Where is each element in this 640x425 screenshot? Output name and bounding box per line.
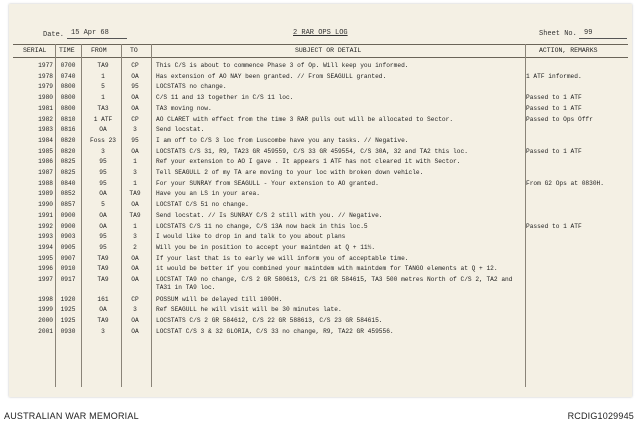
cell-subject: C/S 11 and 13 together in C/S 11 loc.: [156, 94, 294, 102]
cell-from: 1 ATF: [93, 115, 113, 123]
cell-from: TA9: [97, 62, 109, 69]
cell-to: CP: [131, 115, 139, 123]
col-header-subject: SUBJECT OR DETAIL: [295, 47, 362, 54]
cell-time: 0857: [60, 201, 76, 209]
cell-serial: 1982: [38, 115, 53, 123]
page-title: 2 RAR OPS LOG: [293, 29, 348, 37]
cell-to: OA: [131, 94, 139, 102]
cell-to: OA: [131, 327, 139, 335]
cell-serial: 1992: [38, 222, 53, 230]
cell-subject: I would like to drop in and talk to you about plans: [156, 233, 346, 241]
cell-time: 1920: [60, 295, 76, 303]
cell-subject: For your SUNRAY from SEAGULL - Your extension to AO granted.: [156, 179, 379, 187]
cell-from: 95: [99, 169, 107, 176]
cell-from: OA: [99, 190, 107, 198]
cell-from: TA9: [97, 316, 109, 324]
cell-subject: Have you an LS in your area.: [156, 190, 260, 198]
cell-from: TA9: [97, 276, 109, 283]
col-header-time: TIME: [59, 47, 75, 54]
cell-action: From G2 Ops at 0830H.: [526, 179, 604, 187]
cell-time: 0700: [60, 62, 76, 69]
col-header-to: TO: [130, 47, 138, 54]
cell-from: OA: [99, 222, 107, 230]
cell-action: 1 ATF informed.: [526, 72, 582, 80]
cell-from: OA: [99, 211, 107, 219]
cell-to: OA: [131, 104, 139, 112]
cell-to: OA: [131, 72, 139, 80]
cell-from: 95: [99, 179, 107, 187]
cell-subject: LOCSTATS C/S 2 GR 584612, C/S 22 GR 588613, C/S 23 GR 584615.: [156, 316, 383, 324]
cell-time: 0852: [60, 190, 76, 198]
cell-to: CP: [131, 62, 139, 69]
ops-log-sheet: [9, 4, 632, 397]
cell-subject: LOCSTAT C/S 51 no change.: [156, 201, 249, 209]
col-header-from: FROM: [91, 47, 107, 54]
cell-to: 1: [133, 222, 137, 230]
cell-to: OA: [131, 316, 139, 324]
cell-subject: it would be better if you combined your maintdem with maintdem for TANGO elements at Q + 12.: [156, 265, 498, 273]
cell-time: 0917: [60, 276, 76, 283]
cell-time: 0900: [60, 222, 76, 230]
cell-to: 3: [133, 233, 137, 241]
cell-time: 1925: [60, 306, 76, 314]
cell-serial: 1994: [38, 243, 53, 251]
cell-serial: 1984: [38, 136, 53, 144]
cell-from: 1: [101, 94, 105, 102]
cell-serial: 2000: [38, 316, 53, 324]
cell-serial: 1981: [38, 104, 53, 112]
cell-serial: 1996: [38, 265, 53, 273]
date-value: 15 Apr 68: [71, 29, 109, 37]
cell-subject: POSSUM will be delayed till 1000H.: [156, 295, 283, 303]
cell-time: 0816: [60, 126, 76, 134]
cell-serial: 1997: [38, 276, 53, 283]
cell-subject: Ref your extension to AO I gave . It appears 1 ATF has not cleared it with Sector.: [156, 158, 461, 166]
cell-from: 95: [99, 158, 107, 166]
cell-action: Passed to 1 ATF: [526, 222, 582, 230]
footer-source: AUSTRALIAN WAR MEMORIAL: [4, 411, 139, 421]
cell-time: 0905: [60, 243, 76, 251]
cell-time: 0840: [60, 179, 76, 187]
col-header-serial: SERIAL: [23, 47, 47, 54]
cell-time: 0900: [60, 211, 76, 219]
cell-serial: 1988: [38, 179, 53, 187]
cell-to: TA9: [129, 190, 141, 198]
date-underline: [67, 38, 127, 39]
cell-subject: AO CLARET with effect from the time 3 RAR pulls out will be allocated to Sector.: [156, 115, 454, 123]
cell-to: 3: [133, 126, 137, 134]
cell-from: OA: [99, 126, 107, 134]
cell-from: 95: [99, 243, 107, 251]
cell-to: 1: [133, 179, 137, 187]
cell-action: Passed to 1 ATF: [526, 104, 582, 112]
cell-from: OA: [99, 306, 107, 314]
cell-from: 5: [101, 83, 105, 91]
cell-serial: 1985: [38, 147, 53, 155]
cell-from: 95: [99, 233, 107, 241]
cell-from: 1: [101, 72, 105, 80]
cell-serial: 1989: [38, 190, 53, 198]
cell-time: 0800: [60, 83, 76, 91]
sheet-label: Sheet No.: [539, 30, 577, 38]
cell-time: 0810: [60, 115, 76, 123]
cell-from: 3: [101, 327, 105, 335]
cell-subject: LOCSTATS C/S 31, R9, TA23 GR 459559, C/S 33 GR 459554, C/S 30A, 32 and TA2 this loc.: [156, 147, 468, 155]
cell-action: Passed to Ops Offr: [526, 115, 593, 123]
cell-serial: 1977: [38, 62, 53, 69]
cell-to: OA: [131, 201, 139, 209]
cell-subject: I am off to C/S 3 loc from Luscombe have you any tasks. // Negative.: [156, 136, 409, 144]
cell-serial: 1983: [38, 126, 53, 134]
sheet-value: 99: [584, 29, 593, 37]
cell-time: 0740: [60, 72, 76, 80]
cell-subject: LOCSTATS C/S 11 no change, C/S 13A now back in this loc.5: [156, 222, 368, 230]
cell-serial: 1978: [38, 72, 53, 80]
cell-subject: Tell SEAGULL 2 of my TA are moving to your loc with broken down vehicle.: [156, 169, 424, 176]
cell-to: TA9: [129, 211, 141, 219]
cell-to: 95: [131, 136, 139, 144]
cell-from: TA3: [97, 104, 109, 112]
cell-from: TA9: [97, 265, 109, 273]
cell-from: 161: [97, 295, 109, 303]
cell-time: 0910: [60, 265, 76, 273]
cell-serial: 1987: [38, 169, 53, 176]
cell-time: 0930: [60, 327, 76, 335]
cell-to: OA: [131, 147, 139, 155]
cell-serial: 1986: [38, 158, 53, 166]
cell-to: CP: [131, 295, 139, 303]
cell-from: TA9: [97, 254, 109, 262]
cell-from: Foss 23: [90, 136, 116, 144]
cell-subject: LOCSTAT TA9 no change, C/S 2 GR 580613, C/S 21 GR 584615, TA3 500 metres North of C/S 2, TA2 and TA31 in TA9 loc.: [156, 276, 513, 291]
cell-serial: 1999: [38, 306, 53, 314]
cell-serial: 1990: [38, 201, 53, 209]
cell-serial: 1998: [38, 295, 53, 303]
cell-subject: If your last that is to early we will inform you of acceptable time.: [156, 254, 409, 262]
cell-serial: 1995: [38, 254, 53, 262]
col-divider: [151, 44, 152, 387]
cell-subject: Has extension of AO NAY been granted. // From SEAGULL granted.: [156, 72, 387, 80]
cell-to: 95: [131, 83, 139, 91]
cell-from: 5: [101, 201, 105, 209]
cell-subject: LOCSTAT C/S 3 & 32 GLORIA, C/S 33 no change, R9, TA22 GR 459556.: [156, 327, 394, 335]
cell-time: 0800: [60, 94, 76, 102]
cell-to: 3: [133, 306, 137, 314]
cell-serial: 1993: [38, 233, 53, 241]
cell-time: 0903: [60, 233, 76, 241]
date-label: Date.: [43, 31, 65, 39]
cell-subject: TA3 moving now.: [156, 104, 212, 112]
cell-time: 0825: [60, 158, 76, 166]
cell-subject: Send locstat. // Is SUNRAY C/S 2 still with you. // Negative.: [156, 211, 383, 219]
cell-serial: 1991: [38, 211, 53, 219]
sheet-underline: [579, 38, 627, 39]
col-header-action: ACTION, REMARKS: [539, 47, 598, 54]
cell-serial: 1979: [38, 83, 53, 91]
cell-from: 3: [101, 147, 105, 155]
cell-to: 2: [133, 243, 137, 251]
cell-subject: LOCSTATS no change.: [156, 83, 227, 91]
cell-time: 0800: [60, 104, 76, 112]
cell-to: OA: [131, 276, 139, 283]
cell-subject: This C/S is about to commence Phase 3 of Op. Will keep you informed.: [156, 62, 409, 69]
cell-time: 1925: [60, 316, 76, 324]
cell-to: OA: [131, 265, 139, 273]
cell-subject: Ref SEAGULL he will visit will be 30 minutes late.: [156, 306, 342, 314]
table-header-rule: [13, 57, 628, 58]
cell-time: 0820: [60, 147, 76, 155]
cell-serial: 1980: [38, 94, 53, 102]
cell-serial: 2001: [38, 327, 53, 335]
cell-to: OA: [131, 254, 139, 262]
cell-time: 0825: [60, 169, 76, 176]
footer-id: RCDIG1029945: [567, 411, 634, 421]
cell-to: 1: [133, 158, 137, 166]
cell-to: 3: [133, 169, 137, 176]
cell-subject: Will you be in position to accept your maintden at Q + 11½.: [156, 243, 376, 251]
cell-subject: Send locstat.: [156, 126, 205, 134]
cell-action: Passed to 1 ATF: [526, 147, 582, 155]
table-top-rule: [13, 44, 628, 45]
cell-time: 0907: [60, 254, 76, 262]
cell-action: Passed to 1 ATF: [526, 94, 582, 102]
cell-time: 0820: [60, 136, 76, 144]
